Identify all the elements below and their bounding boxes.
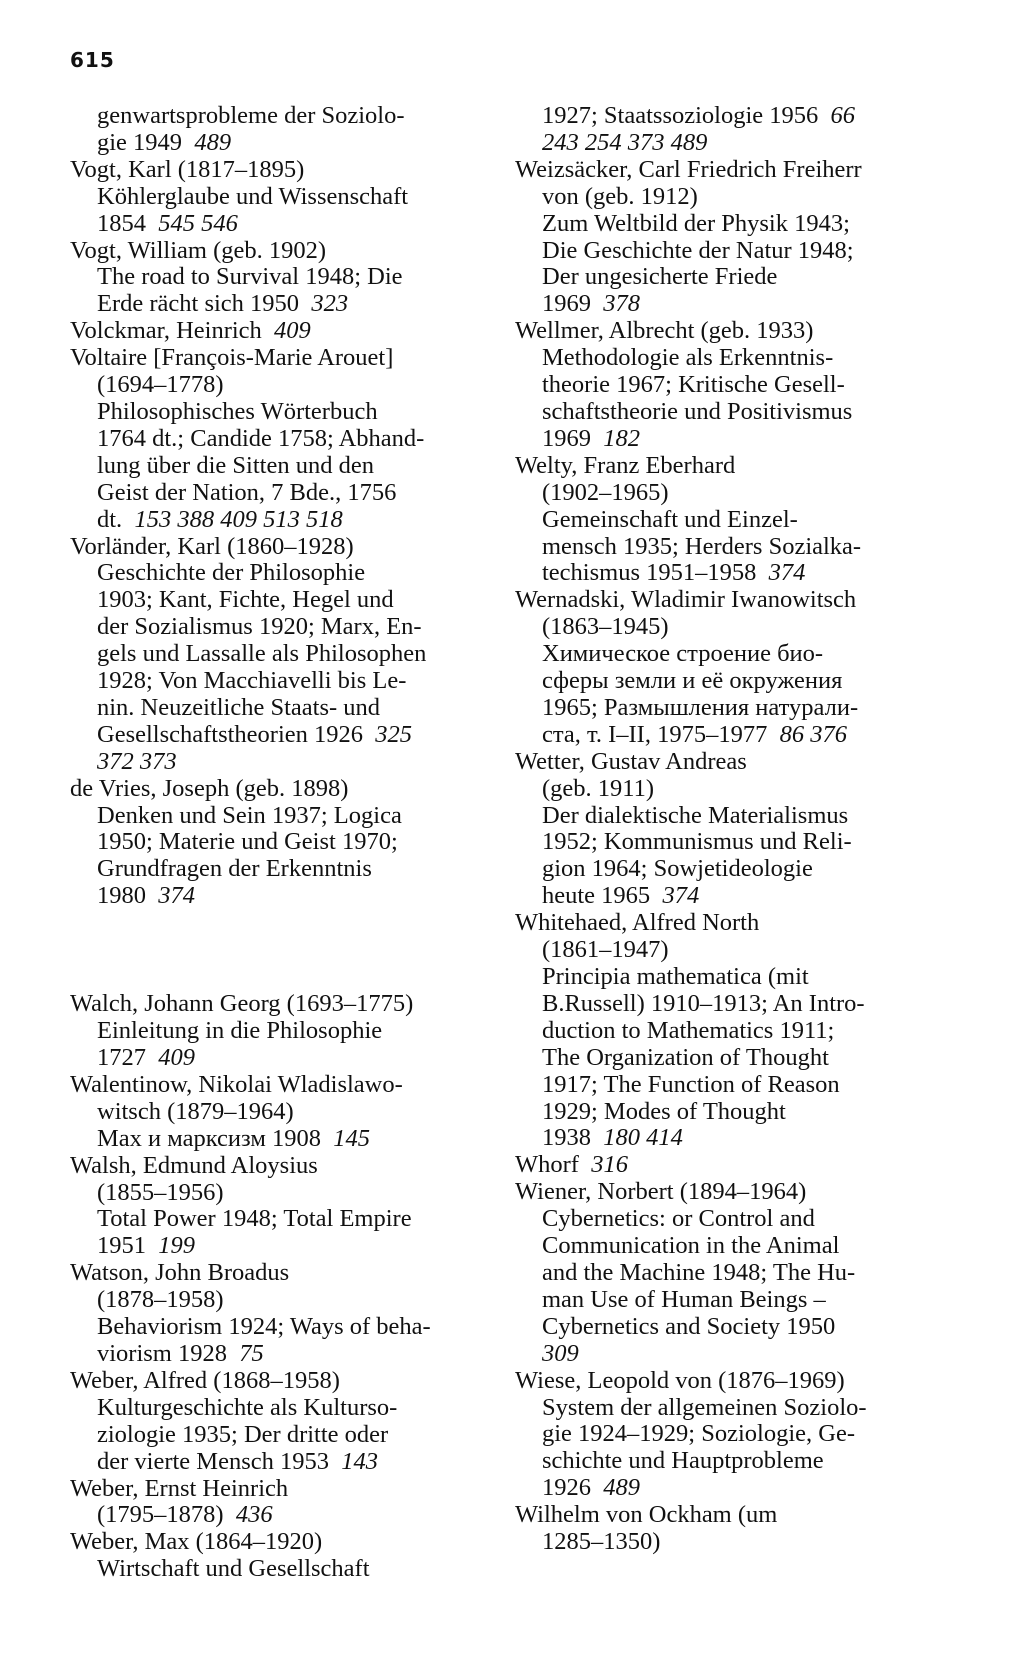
entry-line: B.Russell) 1910–1913; An Intro- xyxy=(542,989,865,1017)
entry-line: Grundfragen der Erkenntnis xyxy=(97,855,372,883)
entry-line: theorie 1967; Kritische Gesell- xyxy=(542,371,845,399)
entry-name: Wilhelm von Ockham (um xyxy=(515,1501,778,1529)
index-entry xyxy=(515,157,955,318)
entry-name: Vorländer, Karl (1860–1928) xyxy=(70,532,354,560)
index-entry xyxy=(515,1502,955,1556)
entry-line: 243 254 373 489 xyxy=(542,128,708,156)
entry-line: Kulturgeschichte als Kulturso- xyxy=(97,1393,398,1421)
entry-name: Wellmer, Albrecht (geb. 1933) xyxy=(515,317,814,345)
entry-line: 1764 dt.; Candide 1758; Abhand- xyxy=(97,424,425,452)
entry-name: Voltaire [François-Marie Arouet] xyxy=(70,344,394,372)
index-entry xyxy=(70,1368,500,1476)
entry-line: duction to Mathematics 1911; xyxy=(542,1016,835,1044)
page-references: 374 xyxy=(662,882,700,910)
entry-name: Weber, Ernst Heinrich xyxy=(70,1474,289,1502)
entry-line: 1969 182 xyxy=(542,424,640,452)
entry-line: and the Machine 1948; The Hu- xyxy=(542,1258,856,1286)
entry-line: Principia mathematica (mit xyxy=(542,963,809,990)
entry-line: Behaviorism 1924; Ways of beha- xyxy=(97,1313,431,1341)
entry-line: gie 1949 489 xyxy=(97,128,232,156)
entry-line: witsch (1879–1964) xyxy=(97,1097,294,1125)
entry-line: сферы земли и её окружения xyxy=(542,667,843,695)
index-entry xyxy=(70,103,500,157)
entry-name: Weizsäcker, Carl Friedrich Freiherr xyxy=(515,155,862,183)
index-entry xyxy=(70,238,500,319)
index-entry xyxy=(515,749,955,910)
entry-line: Denken und Sein 1937; Logica xyxy=(97,801,402,829)
entry-name: Volckmar, Heinrich 409 xyxy=(70,317,311,345)
entry-line: Cybernetics: or Control and xyxy=(542,1205,815,1233)
entry-line: Gesellschaftstheorien 1926 325 xyxy=(97,720,413,748)
entry-line: Die Geschichte der Natur 1948; xyxy=(542,236,854,264)
index-entry xyxy=(515,103,955,157)
page-number: 615 xyxy=(70,48,115,72)
entry-name: Vogt, Karl (1817–1895) xyxy=(70,155,305,183)
entry-name: Whorf 316 xyxy=(515,1151,628,1179)
page-references: 66 xyxy=(830,102,856,129)
page-references: 323 xyxy=(311,290,349,318)
entry-line: Мах и марксизм 1908 145 xyxy=(97,1124,370,1152)
page-references: 545 546 xyxy=(158,209,238,237)
entry-line: Wirtschaft und Gesellschaft xyxy=(97,1555,370,1583)
entry-line: ста, т. I–II, 1975–1977 86 376 xyxy=(542,720,847,748)
entry-line xyxy=(515,1341,955,1368)
entry-line: ziologie 1935; Der dritte oder xyxy=(97,1420,389,1448)
entry-name: de Vries, Joseph (geb. 1898) xyxy=(70,774,349,802)
page-references: 180 414 xyxy=(603,1124,683,1152)
page-references: 316 xyxy=(591,1151,628,1179)
entry-name: Wernadski, Wladimir Iwanowitsch xyxy=(515,586,857,614)
entry-line: 1917; The Function of Reason xyxy=(542,1070,840,1098)
index-entry xyxy=(70,1529,500,1583)
entry-line: viorism 1928 75 xyxy=(97,1339,264,1367)
entry-line: genwartsprobleme der Soziolo- xyxy=(97,102,405,129)
entry-line: heute 1965 374 xyxy=(542,882,700,910)
page-references: 374 xyxy=(158,882,195,910)
page-references: 153 388 409 513 518 xyxy=(134,505,343,533)
entry-line: 1969 378 xyxy=(542,290,640,318)
page-references: 145 xyxy=(333,1124,370,1152)
index-entry xyxy=(515,1152,955,1179)
page-references: 378 xyxy=(603,290,640,318)
entry-name: Watson, John Broadus xyxy=(70,1259,290,1287)
entry-line: 1965; Размышления натурали- xyxy=(542,693,859,721)
entry-line: Communication in the Animal xyxy=(542,1232,840,1260)
page-references: 409 xyxy=(158,1044,195,1071)
entry-line: (1863–1945) xyxy=(542,613,669,641)
entry-name: Welty, Franz Eberhard xyxy=(515,451,736,479)
entry-line: Methodologie als Erkenntnis- xyxy=(542,344,834,372)
entry-line: schaftstheorie und Positivismus xyxy=(542,397,853,425)
page-references: 489 xyxy=(194,128,232,156)
page-references: 182 xyxy=(603,424,640,452)
entry-line: Der dialektische Materialismus xyxy=(542,801,849,829)
section-gap xyxy=(70,910,500,991)
entry-line: techismus 1951–1958 374 xyxy=(542,559,806,587)
entry-line: Zum Weltbild der Physik 1943; xyxy=(542,209,850,237)
entry-line: 1927; Staatssoziologie 1956 66 xyxy=(542,102,856,129)
index-entry xyxy=(515,453,955,588)
index-column-right xyxy=(515,103,955,1556)
entry-line: Geschichte der Philosophie xyxy=(97,559,366,587)
page-references: 86 376 xyxy=(779,720,847,748)
entry-line: Gemeinschaft und Einzel- xyxy=(542,505,798,533)
entry-line: Philosophisches Wörterbuch xyxy=(97,397,378,425)
index-column-left xyxy=(70,103,500,1583)
page-references: 309 xyxy=(542,1339,579,1367)
entry-line: mensch 1935; Herders Sozialka- xyxy=(542,532,862,560)
entry-name: Weber, Alfred (1868–1958) xyxy=(70,1366,340,1394)
index-entry xyxy=(515,910,955,1152)
entry-line: 1926 489 xyxy=(542,1474,640,1502)
entry-line: Cybernetics and Society 1950 xyxy=(542,1312,836,1340)
entry-line: dt. 153 388 409 513 518 xyxy=(97,505,343,533)
index-entry xyxy=(515,587,955,748)
entry-line: (1861–1947) xyxy=(542,936,669,964)
entry-line: Erde rächt sich 1950 323 xyxy=(97,290,349,318)
entry-line: 1951 199 xyxy=(97,1232,195,1260)
index-entry xyxy=(70,776,500,911)
entry-name: Vogt, William (geb. 1902) xyxy=(70,236,327,264)
page-references: 374 xyxy=(768,559,806,587)
entry-line: 1928; Von Macchiavelli bis Le- xyxy=(97,667,407,695)
index-entry xyxy=(70,991,500,1072)
entry-line: der vierte Mensch 1953 143 xyxy=(97,1447,378,1475)
page-references: 75 xyxy=(239,1339,264,1367)
index-entry xyxy=(70,1153,500,1261)
entry-line: gie 1924–1929; Soziologie, Ge- xyxy=(542,1420,856,1448)
index-entry xyxy=(515,318,955,453)
entry-line: (1855–1956) xyxy=(97,1178,224,1206)
entry-line: (1694–1778) xyxy=(97,371,224,399)
entry-line: (1902–1965) xyxy=(542,478,669,506)
entry-name: Walentinow, Nikolai Wladislawo- xyxy=(70,1070,403,1098)
entry-line: The road to Survival 1948; Die xyxy=(97,263,403,291)
entry-line: 1854 545 546 xyxy=(97,209,238,237)
entry-line: schichte und Hauptprobleme xyxy=(542,1447,824,1475)
entry-name: Weber, Max (1864–1920) xyxy=(70,1528,323,1556)
page-references: 143 xyxy=(341,1447,378,1475)
entry-line: nin. Neuzeitliche Staats- und xyxy=(97,693,381,721)
entry-line: 1929; Modes of Thought xyxy=(542,1097,786,1125)
page-references: 436 xyxy=(235,1501,273,1529)
entry-line: 1903; Kant, Fichte, Hegel und xyxy=(97,586,394,614)
entry-name: Wiese, Leopold von (1876–1969) xyxy=(515,1366,845,1394)
index-entry xyxy=(70,534,500,776)
entry-line: (geb. 1911) xyxy=(542,774,655,802)
index-entry xyxy=(515,1368,955,1503)
entry-line: System der allgemeinen Soziolo- xyxy=(542,1393,867,1421)
index-entry xyxy=(70,1072,500,1153)
index-entry xyxy=(70,318,500,345)
entry-line: man Use of Human Beings – xyxy=(542,1285,826,1313)
entry-line: 1938 180 414 xyxy=(542,1124,683,1152)
entry-line: Химическое строение био- xyxy=(542,640,824,668)
index-entry xyxy=(70,1260,500,1368)
entry-line: lung über die Sitten und den xyxy=(97,451,374,479)
entry-line: (1795–1878) 436 xyxy=(97,1501,273,1529)
entry-line: 1727 409 xyxy=(97,1044,195,1071)
entry-line: Einleitung in die Philosophie xyxy=(97,1017,383,1045)
index-entry xyxy=(70,345,500,533)
entry-line: 1980 374 xyxy=(97,882,195,910)
entry-line: Geist der Nation, 7 Bde., 1756 xyxy=(97,478,397,506)
entry-line: 1950; Materie und Geist 1970; xyxy=(97,828,398,856)
entry-line: der Sozialismus 1920; Marx, En- xyxy=(97,613,422,641)
entry-line: (1878–1958) xyxy=(97,1286,224,1314)
entry-line: Köhlerglaube und Wissenschaft xyxy=(97,182,409,210)
entry-line: gels und Lassalle als Philosophen xyxy=(97,640,427,668)
entry-name: Wiener, Norbert (1894–1964) xyxy=(515,1178,807,1206)
index-entry xyxy=(70,1476,500,1530)
index-entry xyxy=(70,157,500,238)
page-references: 489 xyxy=(603,1474,640,1502)
page-references: 199 xyxy=(158,1232,195,1260)
entry-name: Walsh, Edmund Aloysius xyxy=(70,1151,318,1179)
entry-line: 1952; Kommunismus und Reli- xyxy=(542,828,852,856)
entry-name: Walch, Johann Georg (1693–1775) xyxy=(70,990,414,1018)
entry-line: 1285–1350) xyxy=(542,1528,661,1556)
page-references: 325 xyxy=(375,720,413,748)
index-entry xyxy=(515,1179,955,1367)
entry-name: Wetter, Gustav Andreas xyxy=(515,747,747,775)
entry-line: Total Power 1948; Total Empire xyxy=(97,1205,412,1233)
entry-line: Der ungesicherte Friede xyxy=(542,263,778,291)
entry-line: gion 1964; Sowjetideologie xyxy=(542,855,813,883)
entry-line: 372 373 xyxy=(97,747,177,775)
page-references: 409 xyxy=(274,317,311,345)
entry-line: The Organization of Thought xyxy=(542,1043,829,1071)
entry-name: Whitehaed, Alfred North xyxy=(515,909,760,937)
entry-line: von (geb. 1912) xyxy=(542,182,698,210)
